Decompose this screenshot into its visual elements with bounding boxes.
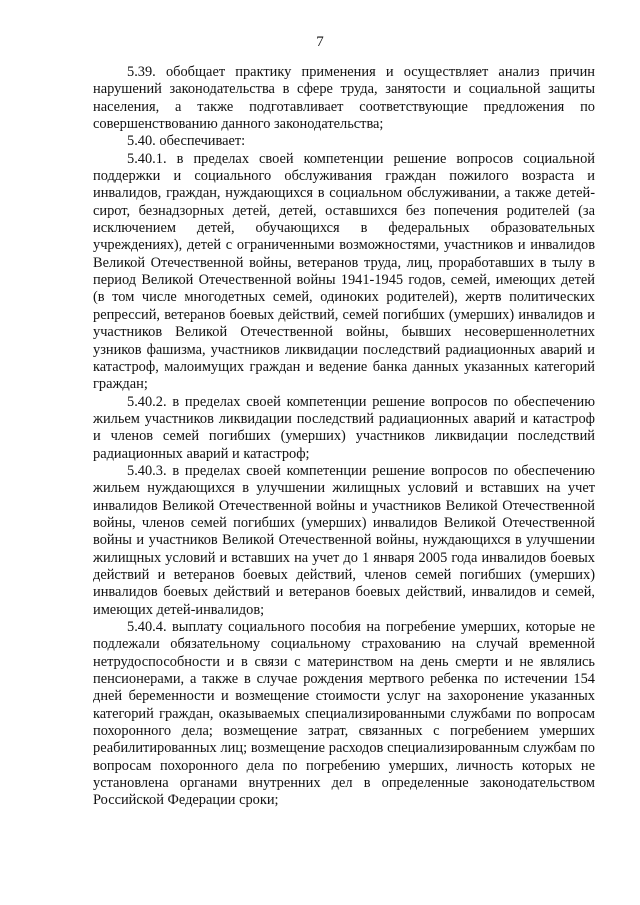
paragraph-5-40: 5.40. обеспечивает:: [127, 133, 246, 150]
document-body: [93, 64, 595, 810]
paragraph-5-40-1: 5.40.1. в пределах своей компетенции решение вопросов социальной поддержки и социального обслуживания граждан пожилого возраста и инвалидов, граждан, нуждающихся в социальном обслуживании, а также детей-сирот, безнадзорных детей, детей, оставшихся без попечения родителей (за исключением детей, обучающихся в федеральных образовательных учреждениях), детей с ограниченными возможностями, участников и инвалидов Великой Отечественной войны, ветеранов труда, лиц, проработавших в тылу в период Великой Отечественной войны 1941-1945 годов, семей, имеющих детей (в том числе многодетных семей, одиноких родителей), жертв политических репрессий, ветеранов боевых действий, семей погибших (умерших) инвалидов и участников Великой Отечественной войны, бывших несовершеннолетних узников фашизма, участников ликвидации последствий радиационных аварий и катастроф, малоимущих граждан и ведение банка данных указанных категорий граждан;: [93, 150, 595, 393]
page-number: 7: [316, 34, 324, 50]
paragraph-5-39: 5.39. обобщает практику применения и осуществляет анализ причин нарушений законодательства в сфере труда, занятости и социальной защиты населения, а также подготавливает соответствующие предложения по совершенствованию данного законодательства;: [93, 64, 595, 133]
paragraph-5-40-2: 5.40.2. в пределах своей компетенции решение вопросов по обеспечению жильем участников ликвидации последствий радиационных аварий и катастроф и членов семей погибших (умерших) участников ликвидации последствий радиационных аварий и катастроф;: [93, 393, 595, 462]
paragraph-5-40-3: 5.40.3. в пределах своей компетенции решение вопросов по обеспечению жильем нуждающихся в улучшении жилищных условий и вставших на учет инвалидов Великой Отечественной войны и участников Великой Отечественной войны, членов семей погибших (умерших) инвалидов Великой Отечественной войны и участников Великой Отечественной войны, нуждающихся в улучшении жилищных условий и вставших на учет до 1 января 2005 года инвалидов боевых действий и ветеранов боевых действий, членов семей погибших (умерших) инвалидов боевых действий и ветеранов боевых действий, инвалидов и семей, имеющих детей-инвалидов;: [93, 462, 595, 618]
paragraph-5-40-4: 5.40.4. выплату социального пособия на погребение умерших, которые не подлежали обязательному социальному страхованию на случай временной нетрудоспособности и в связи с материнством на день смерти и не являлись пенсионерами, а также в случае рождения мертвого ребенка по истечении 154 дней беременности и возмещение стоимости услуг на захоронение указанных категорий граждан, оказываемых специализированными службами по вопросам похоронного дела; возмещение затрат, связанных с погребением умерших реабилитированных лиц; возмещение расходов специализированным службам по вопросам похоронного дела по погребению умерших, личность которых не установлена органами внутренних дел в определенные законодательством Российской Федерации сроки;: [93, 619, 595, 809]
